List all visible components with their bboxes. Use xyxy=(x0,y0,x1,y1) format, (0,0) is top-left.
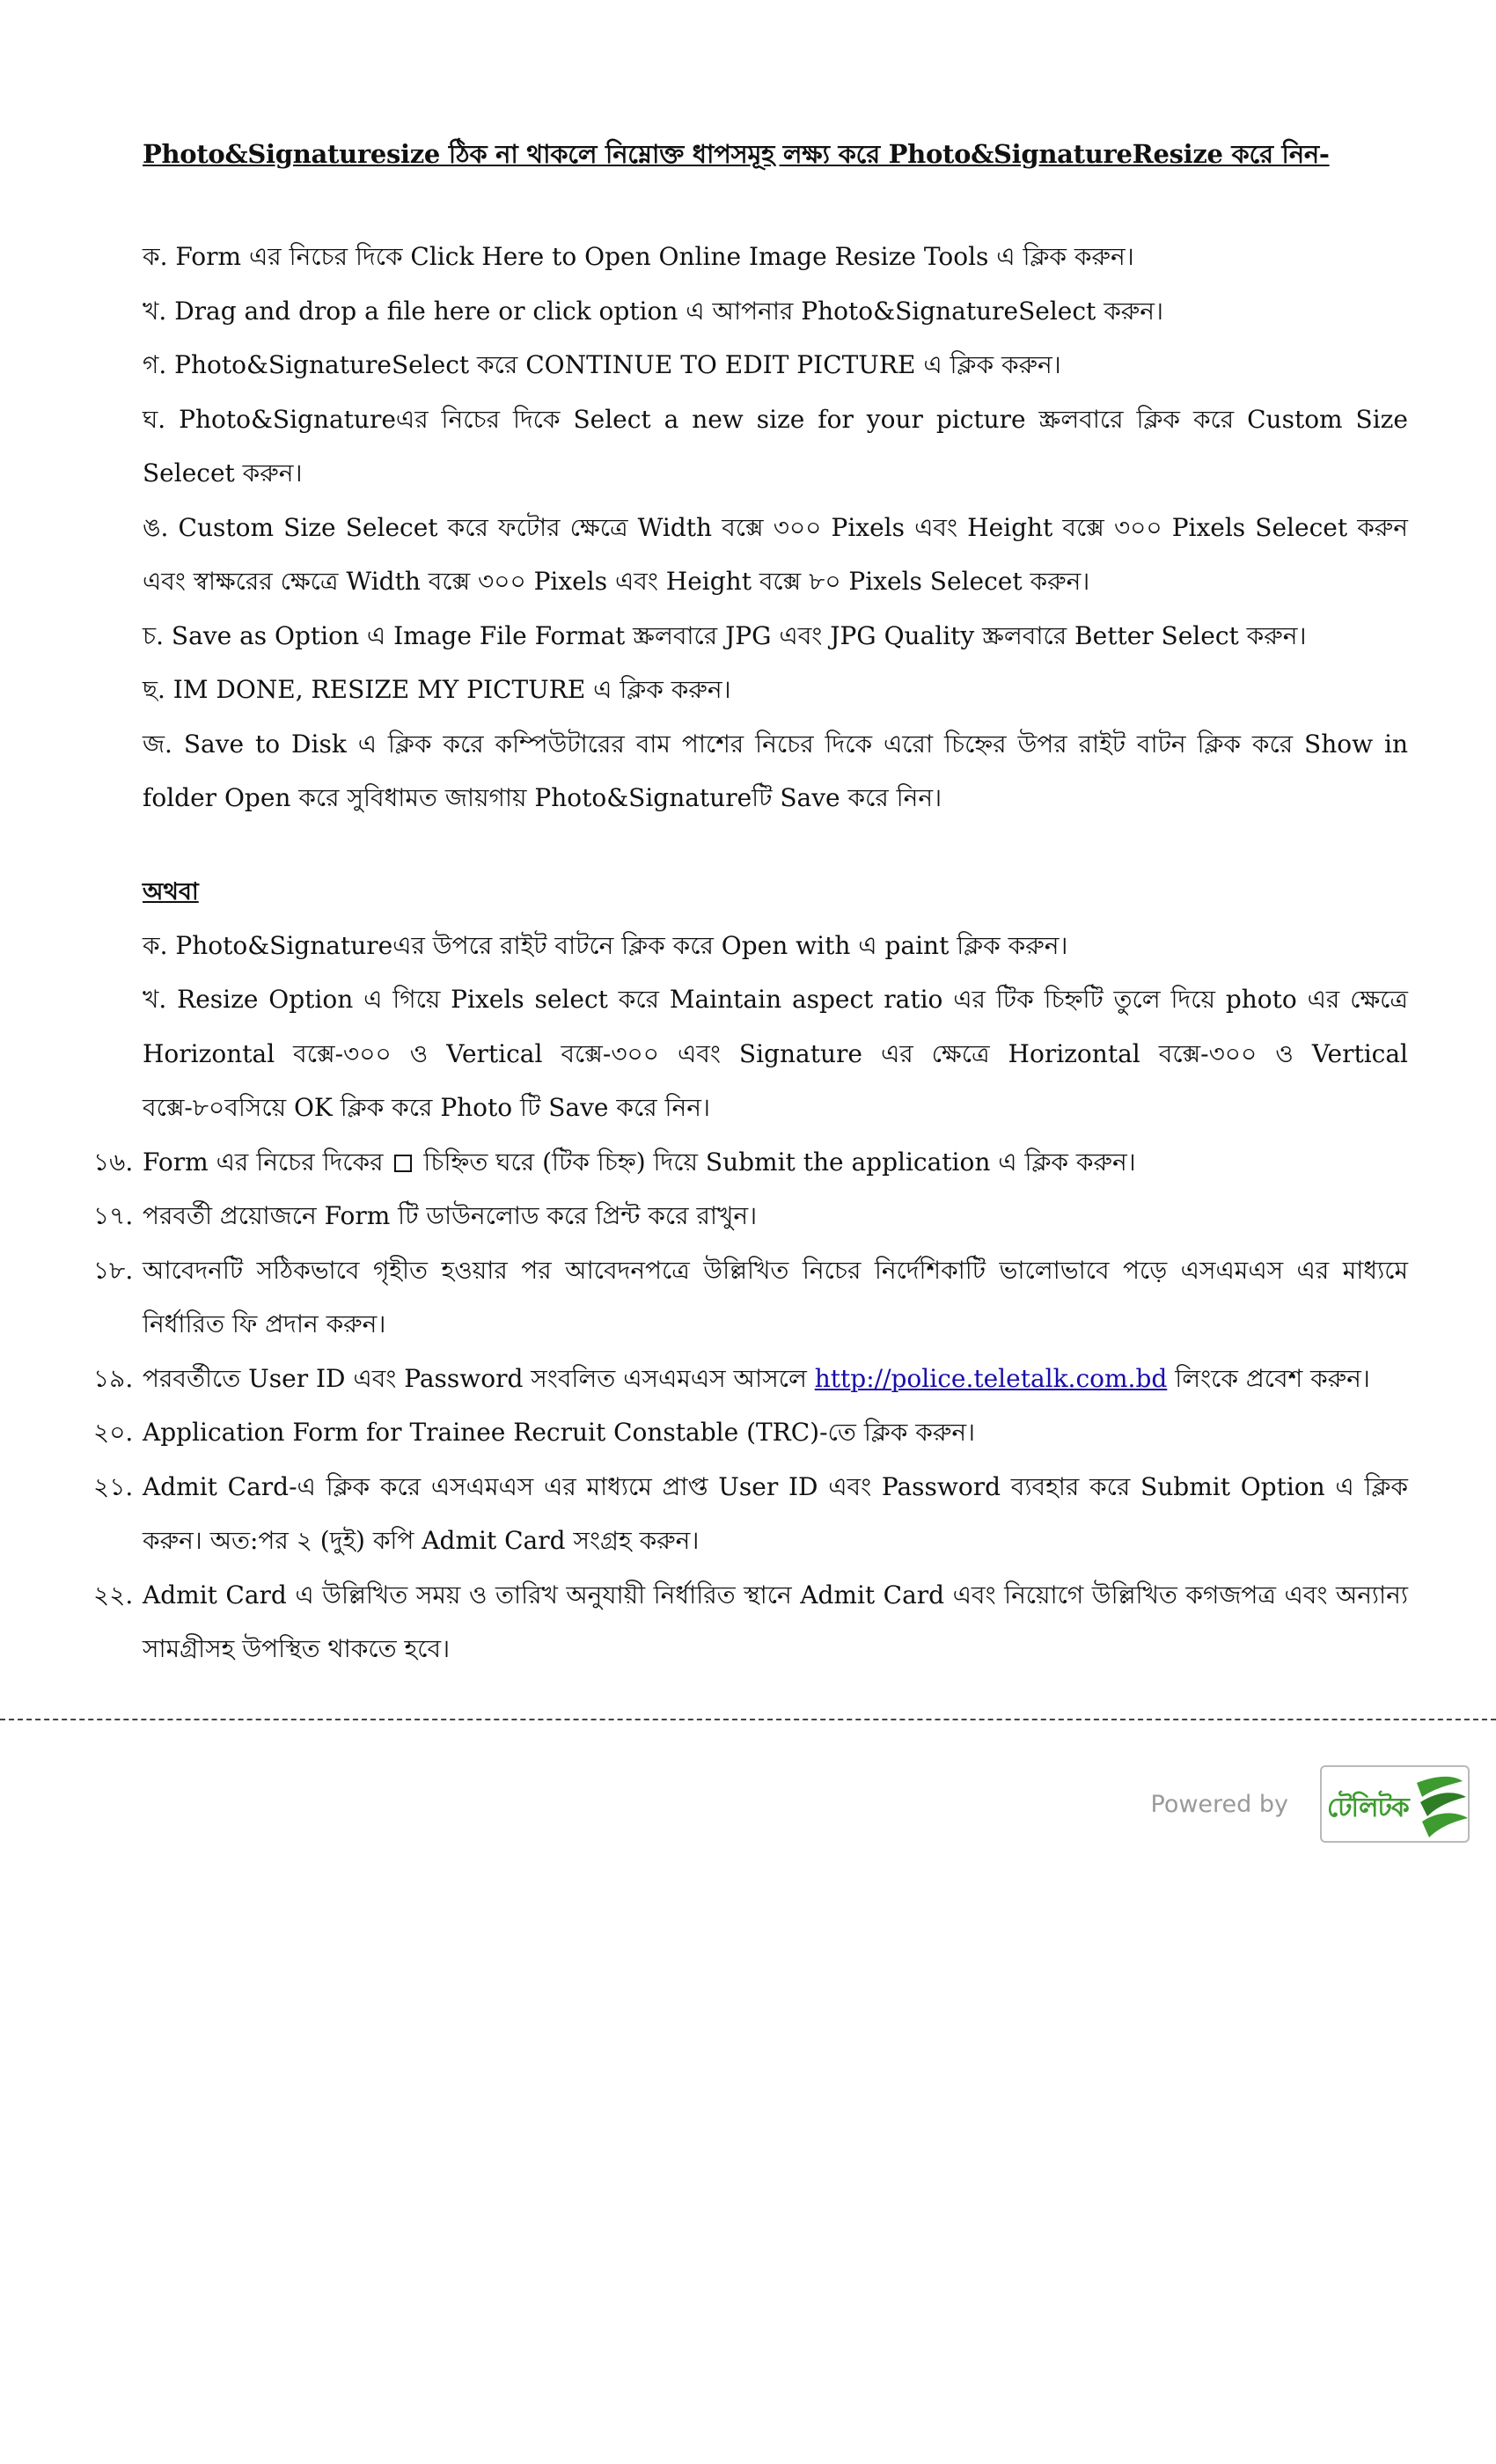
alternative-heading: অথবা xyxy=(143,877,199,906)
resize-step: জ. Save to Disk এ ক্লিক করে কম্পিউটারের বাম পাশের নিচের দিকে এরো চিহ্নের উপর রাইট বাটন ক্লিক করে Show in folder Open করে সুবিধামত জায়গায় Photo&Signatureটি Save করে নিন। xyxy=(143,729,1408,812)
numbered-steps-list xyxy=(93,1135,1408,1676)
resize-step: গ. Photo&SignatureSelect করে CONTINUE TO EDIT PICTURE এ ক্লিক করুন। xyxy=(143,350,1061,379)
numbered-step-20 xyxy=(93,1405,1408,1460)
step-text: Form এর নিচের দিকের xyxy=(143,1147,384,1177)
step-text: Application Form for Trainee Recruit Constable (TRC)-তে ক্লিক করুন। xyxy=(143,1418,976,1447)
teletalk-logo xyxy=(1320,1765,1470,1843)
step-text: পরবর্তী প্রয়োজনে Form টি ডাউনলোড করে প্রিন্ট করে রাখুন। xyxy=(143,1201,758,1230)
step-text: চিহ্নিত ঘরে (টিক চিহ্ন) দিয়ে Submit the application এ ক্লিক করুন। xyxy=(423,1147,1136,1177)
resize-step: খ. Drag and drop a file here or click option এ আপনার Photo&SignatureSelect করুন। xyxy=(143,296,1163,326)
numbered-step-16 xyxy=(93,1135,1408,1190)
teletalk-logo-text: টেলিটক xyxy=(1327,1793,1409,1823)
step-number: ১৬. xyxy=(93,1147,134,1177)
paint-steps-list xyxy=(143,919,1408,1135)
numbered-step-18 xyxy=(93,1243,1408,1352)
step-number: ১৯. xyxy=(93,1363,134,1393)
resize-step: ঘ. Photo&Signatureএর নিচের দিকে Select a new size for your picture স্ক্রলবারে ক্লিক করে Custom Size Selecet করুন। xyxy=(143,404,1408,488)
step-number: ১৭. xyxy=(93,1201,134,1230)
powered-by-text: Powered by xyxy=(1150,1790,1288,1818)
resize-step: ঙ. Custom Size Selecet করে ফটোর ক্ষেত্রে Width বক্সে ৩০০ Pixels এবং Height বক্সে ৩০০ Pixels Selecet করুন এবং স্বাক্ষরের ক্ষেত্রে Width বক্সে ৩০০ Pixels এবং Height বক্সে ৮০ Pixels Selecet করুন। xyxy=(143,512,1408,596)
step-text: লিংকে প্রবেশ করুন। xyxy=(1175,1363,1370,1393)
step-number: ২১. xyxy=(93,1471,134,1501)
numbered-step-19 xyxy=(93,1352,1408,1406)
paint-step: ক. Photo&Signatureএর উপরে রাইট বাটনে ক্লিক করে Open with এ paint ক্লিক করুন। xyxy=(143,930,1068,960)
step-text: পরবর্তীতে User ID এবং Password সংবলিত এসএমএস আসলে xyxy=(143,1363,807,1393)
teletalk-police-link[interactable]: http://police.teletalk.com.bd xyxy=(814,1363,1168,1393)
powered-by-footer xyxy=(1151,1764,1470,1844)
step-text: Admit Card-এ ক্লিক করে এসএমএস এর মাধ্যমে প্রাপ্ত User ID এবং Password ব্যবহার করে Submit Option এ ক্লিক করুন। অত:পর ২ (দুই) কপি Admit Card সংগ্রহ করুন। xyxy=(143,1471,1408,1555)
dashed-cut-line xyxy=(0,1719,1496,1720)
checkbox-icon xyxy=(394,1155,412,1172)
resize-step: ছ. IM DONE, RESIZE MY PICTURE এ ক্লিক করুন। xyxy=(143,675,731,704)
paint-step: খ. Resize Option এ গিয়ে Pixels select করে Maintain aspect ratio এর টিক চিহ্নটি তুলে দিয়ে photo এর ক্ষেত্রে Horizontal বক্সে-৩০০ ও Vertical বক্সে-৩০০ এবং Signature এর ক্ষেত্রে Horizontal বক্সে-৩০০ ও Vertical বক্সে-৮০বসিয়ে OK ক্লিক করে Photo টি Save করে নিন। xyxy=(143,985,1408,1122)
step-number: ২০. xyxy=(93,1418,134,1447)
numbered-step-22 xyxy=(93,1568,1408,1676)
resize-steps-list xyxy=(143,230,1408,825)
step-number: ১৮. xyxy=(93,1255,134,1285)
numbered-step-17 xyxy=(93,1189,1408,1243)
resize-step: ক. Form এর নিচের দিকে Click Here to Open Online Image Resize Tools এ ক্লিক করুন। xyxy=(143,242,1134,271)
step-number: ২২. xyxy=(93,1580,134,1610)
resize-step: চ. Save as Option এ Image File Format স্ক্রলবারে JPG এবং JPG Quality স্ক্রলবারে Better Select করুন। xyxy=(143,620,1307,650)
numbered-step-21 xyxy=(93,1460,1408,1568)
step-text: আবেদনটি সঠিকভাবে গৃহীত হওয়ার পর আবেদনপত্রে উল্লিখিত নিচের নির্দেশিকাটি ভালোভাবে পড়ে এসএমএস এর মাধ্যমে নির্ধারিত ফি প্রদান করুন। xyxy=(143,1255,1408,1338)
resize-instructions-heading: Photo&Signaturesize ঠিক না থাকলে নিম্নোক্ত ধাপসমূহ লক্ষ্য করে Photo&SignatureResize করে নিন- xyxy=(143,139,1330,169)
teletalk-leaf-icon xyxy=(1322,1767,1470,1843)
instructions-content xyxy=(93,136,1408,1676)
step-text: Admit Card এ উল্লিখিত সময় ও তারিখ অনুযায়ী নির্ধারিত স্থানে Admit Card এবং নিয়োগে উল্লিখিত কগজপত্র এবং অন্যান্য সামগ্রীসহ উপস্থিত থাকতে হবে। xyxy=(143,1580,1408,1663)
